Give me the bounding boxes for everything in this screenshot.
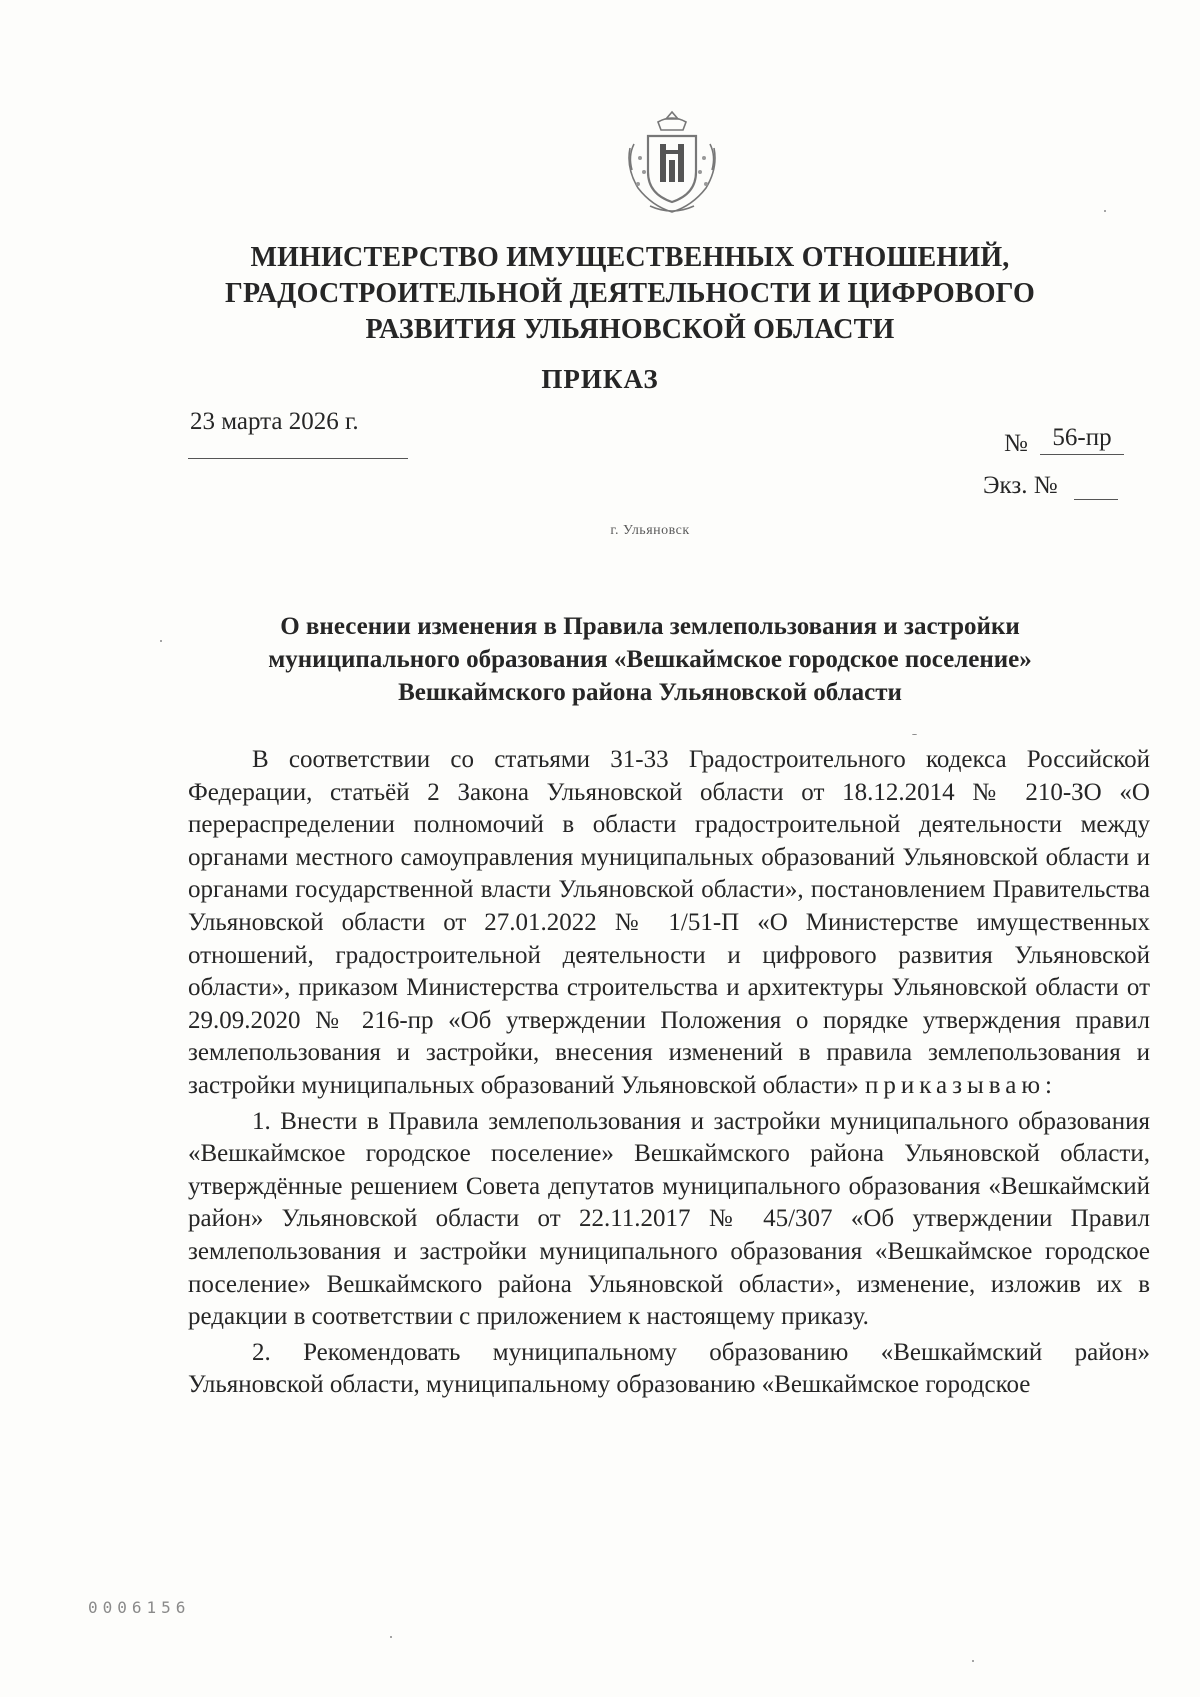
scan-speck: [160, 640, 162, 642]
subject-line: О внесении изменения в Правила землепользования и застройки: [280, 613, 1020, 640]
coat-of-arms-icon: [620, 108, 724, 216]
ministry-name: [200, 240, 1060, 348]
subject-line: Вешкаймского района Ульяновской области: [398, 679, 902, 706]
order-body: [188, 744, 1150, 1402]
date-underline: [188, 458, 408, 459]
scan-speck: [390, 1636, 392, 1638]
preamble-paragraph: [188, 744, 1150, 1103]
page-stamp-number: 0006156: [88, 1598, 191, 1617]
scan-speck: [1104, 210, 1106, 212]
subject-line: муниципального образования «Вешкаймское городское поселение»: [268, 646, 1032, 673]
ministry-line: ГРАДОСТРОИТЕЛЬНОЙ ДЕЯТЕЛЬНОСТИ И ЦИФРОВОГО: [225, 278, 1035, 309]
order-number: 56-пр: [1040, 422, 1124, 455]
copy-number-label: Экз. №: [983, 472, 1058, 499]
order-subject: [210, 610, 1090, 709]
scan-speck: [912, 734, 917, 735]
ministry-line: РАЗВИТИЯ УЛЬЯНОВСКОЙ ОБЛАСТИ: [365, 314, 895, 345]
preamble-text: В соответствии со статьями 31-33 Градостроительного кодекса Российской Федерации, статьёй 2 Закона Ульяновской области от 18.12.2014 № 210-ЗО «О перераспределении полномочий в области градостроительной деятельности между органами местного самоуправления муниципальных образований Ульяновской области и органами государственной власти Ульяновской области», постановлением Правительства Ульяновской области от 27.01.2022 № 1/51-П «О Министерстве имущественных отношений, градостроительной деятельности и цифрового развития Ульяновской области», приказом Министерства строительства и архитектуры Ульяновской области от 29.09.2020 № 216-пр «Об утверждении Положения о порядке утверждения правил землепользования и застройки, внесения изменений в правила землепользования и застройки муниципальных образований Ульяновской области»: [188, 746, 1150, 1099]
city: г. Ульяновск: [610, 523, 690, 538]
item-2: 2. Рекомендовать муниципальному образованию «Вешкаймский район» Ульяновской области, муниципальному образованию «Вешкаймское городское: [188, 1338, 1150, 1399]
item-1: 1. Внести в Правила землепользования и застройки муниципального образования «Вешкаймское городское поселение» Вешкаймского района Ульяновской области, утверждённые решением Совета депутатов муниципального образования «Вешкаймский район» Ульяновской области от 22.11.2017 № 45/307 «Об утверждении Правил землепользования и застройки муниципального образования «Вешкаймское городское поселение» Вешкаймского района Ульяновской области», изменение, изложив их в редакции в соответствии с приложением к настоящему приказу.: [188, 1107, 1150, 1331]
ministry-line: МИНИСТЕРСТВО ИМУЩЕСТВЕННЫХ ОТНОШЕНИЙ,: [250, 242, 1010, 273]
order-number-label: №: [1004, 430, 1028, 457]
document-type: ПРИКАЗ: [541, 364, 659, 394]
scan-speck: [972, 1660, 974, 1662]
copy-number-underline: [1074, 499, 1118, 500]
order-word: приказываю:: [865, 1071, 1058, 1099]
order-date: 23 марта 2026 г.: [190, 408, 359, 435]
